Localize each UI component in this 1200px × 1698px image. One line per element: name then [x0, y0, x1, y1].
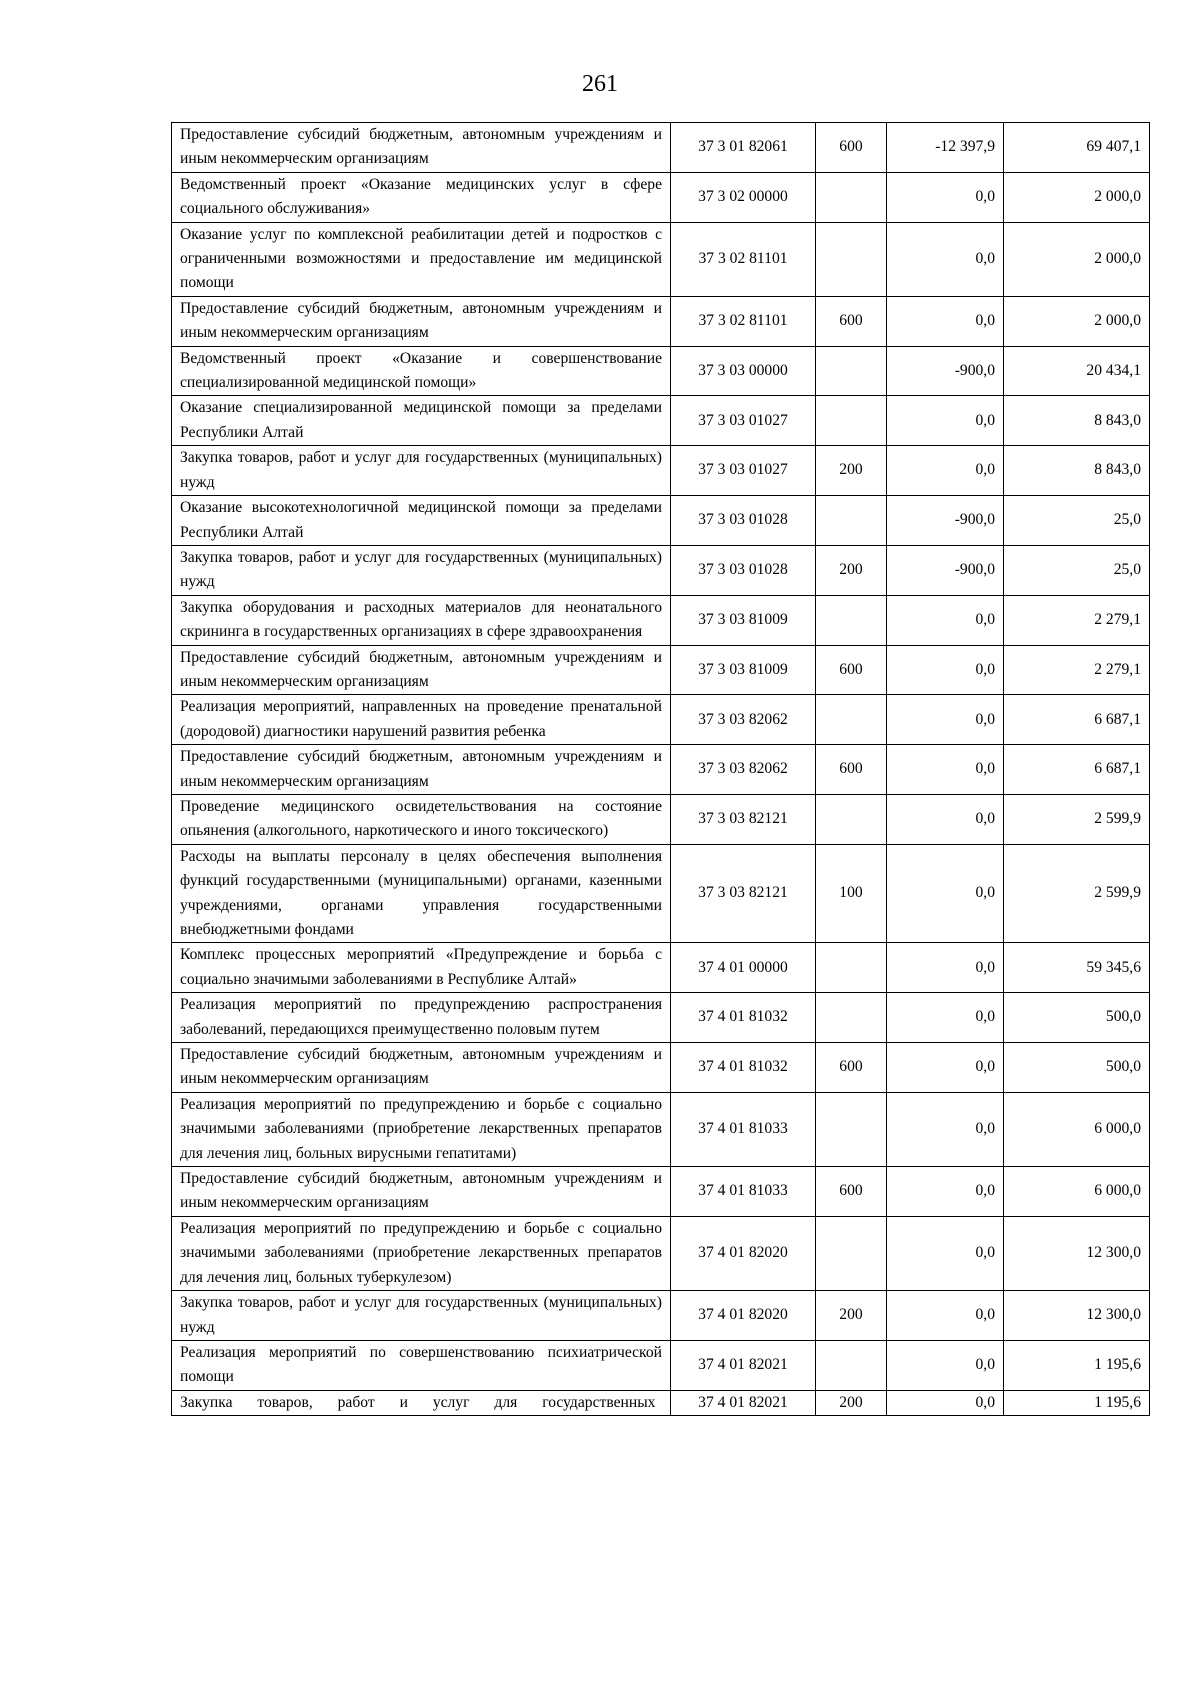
- budget-table-body: [172, 123, 1150, 1416]
- total-amount-cell: 2 000,0: [1004, 222, 1150, 296]
- table-row: [172, 172, 1150, 222]
- total-amount-cell: 8 843,0: [1004, 446, 1150, 496]
- change-amount-cell: 0,0: [887, 1092, 1004, 1166]
- expense-type-cell: 600: [816, 1043, 887, 1093]
- target-article-code-cell: 37 4 01 82021: [671, 1390, 816, 1415]
- expense-type-cell: 600: [816, 745, 887, 795]
- expense-type-cell: [816, 1216, 887, 1290]
- total-amount-cell: 6 000,0: [1004, 1092, 1150, 1166]
- change-amount-cell: 0,0: [887, 396, 1004, 446]
- change-amount-cell: 0,0: [887, 1167, 1004, 1217]
- expense-name-cell: Ведомственный проект «Оказание и совершенствование специализированной медицинской помощи»: [172, 346, 671, 396]
- target-article-code-cell: 37 3 03 01027: [671, 446, 816, 496]
- target-article-code-cell: 37 4 01 00000: [671, 943, 816, 993]
- target-article-code-cell: 37 3 03 00000: [671, 346, 816, 396]
- change-amount-cell: 0,0: [887, 1043, 1004, 1093]
- table-row: [172, 1340, 1150, 1390]
- total-amount-cell: 2 279,1: [1004, 645, 1150, 695]
- expense-name-cell: Реализация мероприятий по предупреждению распространения заболеваний, передающихся преимущественно половым путем: [172, 993, 671, 1043]
- expense-type-cell: [816, 496, 887, 546]
- change-amount-cell: 0,0: [887, 1390, 1004, 1415]
- expense-type-cell: [816, 396, 887, 446]
- target-article-code-cell: 37 4 01 81032: [671, 1043, 816, 1093]
- table-row: [172, 123, 1150, 173]
- target-article-code-cell: 37 3 03 82062: [671, 745, 816, 795]
- budget-table: [171, 122, 1150, 1416]
- expense-type-cell: [816, 993, 887, 1043]
- expense-name-cell: Предоставление субсидий бюджетным, автономным учреждениям и иным некоммерческим организациям: [172, 1167, 671, 1217]
- table-row: [172, 545, 1150, 595]
- expense-type-cell: [816, 172, 887, 222]
- expense-name-cell: Реализация мероприятий по предупреждению и борьбе с социально значимыми заболеваниями (приобретение лекарственных препаратов для лечения лиц, больных вирусными гепатитами): [172, 1092, 671, 1166]
- total-amount-cell: 12 300,0: [1004, 1216, 1150, 1290]
- table-row: [172, 794, 1150, 844]
- target-article-code-cell: 37 3 03 82062: [671, 695, 816, 745]
- expense-name-cell: Предоставление субсидий бюджетным, автономным учреждениям и иным некоммерческим организациям: [172, 123, 671, 173]
- change-amount-cell: 0,0: [887, 1291, 1004, 1341]
- change-amount-cell: -900,0: [887, 496, 1004, 546]
- target-article-code-cell: 37 3 02 81101: [671, 222, 816, 296]
- expense-name-cell: Оказание специализированной медицинской помощи за пределами Республики Алтай: [172, 396, 671, 446]
- expense-name-cell: Оказание услуг по комплексной реабилитации детей и подростков с ограниченными возможностями и предоставление им медицинской помощи: [172, 222, 671, 296]
- target-article-code-cell: 37 3 03 81009: [671, 645, 816, 695]
- total-amount-cell: 1 195,6: [1004, 1390, 1150, 1415]
- change-amount-cell: 0,0: [887, 943, 1004, 993]
- total-amount-cell: 2 599,9: [1004, 844, 1150, 943]
- table-row: [172, 1390, 1150, 1415]
- expense-type-cell: 600: [816, 123, 887, 173]
- expense-name-cell: Предоставление субсидий бюджетным, автономным учреждениям и иным некоммерческим организациям: [172, 296, 671, 346]
- expense-name-cell: Оказание высокотехнологичной медицинской помощи за пределами Республики Алтай: [172, 496, 671, 546]
- expense-type-cell: 200: [816, 446, 887, 496]
- table-row: [172, 1291, 1150, 1341]
- total-amount-cell: 59 345,6: [1004, 943, 1150, 993]
- change-amount-cell: 0,0: [887, 993, 1004, 1043]
- table-row: [172, 222, 1150, 296]
- expense-type-cell: 200: [816, 545, 887, 595]
- total-amount-cell: 500,0: [1004, 993, 1150, 1043]
- total-amount-cell: 69 407,1: [1004, 123, 1150, 173]
- change-amount-cell: 0,0: [887, 695, 1004, 745]
- page-number: 261: [582, 71, 618, 97]
- table-row: [172, 1043, 1150, 1093]
- target-article-code-cell: 37 3 03 82121: [671, 844, 816, 943]
- expense-name-cell: Предоставление субсидий бюджетным, автономным учреждениям и иным некоммерческим организациям: [172, 745, 671, 795]
- expense-name-cell: Реализация мероприятий, направленных на проведение пренатальной (дородовой) диагностики нарушений развития ребенка: [172, 695, 671, 745]
- change-amount-cell: 0,0: [887, 844, 1004, 943]
- expense-type-cell: 200: [816, 1390, 887, 1415]
- table-row: [172, 645, 1150, 695]
- expense-name-cell: Реализация мероприятий по совершенствованию психиатрической помощи: [172, 1340, 671, 1390]
- expense-type-cell: 600: [816, 1167, 887, 1217]
- target-article-code-cell: 37 3 02 00000: [671, 172, 816, 222]
- total-amount-cell: 1 195,6: [1004, 1340, 1150, 1390]
- change-amount-cell: -12 397,9: [887, 123, 1004, 173]
- expense-type-cell: 200: [816, 1291, 887, 1341]
- table-row: [172, 296, 1150, 346]
- table-row: [172, 844, 1150, 943]
- total-amount-cell: 2 599,9: [1004, 794, 1150, 844]
- expense-type-cell: [816, 346, 887, 396]
- expense-type-cell: 100: [816, 844, 887, 943]
- table-row: [172, 695, 1150, 745]
- expense-type-cell: [816, 794, 887, 844]
- table-row: [172, 496, 1150, 546]
- target-article-code-cell: 37 3 03 82121: [671, 794, 816, 844]
- expense-name-cell: Закупка товаров, работ и услуг для государственных (муниципальных) нужд: [172, 545, 671, 595]
- change-amount-cell: 0,0: [887, 446, 1004, 496]
- table-row: [172, 346, 1150, 396]
- total-amount-cell: 20 434,1: [1004, 346, 1150, 396]
- total-amount-cell: 25,0: [1004, 545, 1150, 595]
- expense-name-cell: Предоставление субсидий бюджетным, автономным учреждениям и иным некоммерческим организациям: [172, 645, 671, 695]
- expense-name-cell: Предоставление субсидий бюджетным, автономным учреждениям и иным некоммерческим организациям: [172, 1043, 671, 1093]
- change-amount-cell: 0,0: [887, 172, 1004, 222]
- table-row: [172, 993, 1150, 1043]
- total-amount-cell: 25,0: [1004, 496, 1150, 546]
- target-article-code-cell: 37 4 01 81033: [671, 1092, 816, 1166]
- expense-name-cell: Ведомственный проект «Оказание медицинских услуг в сфере социального обслуживания»: [172, 172, 671, 222]
- expense-name-cell: Комплекс процессных мероприятий «Предупреждение и борьба с социально значимыми заболеваниями в Республике Алтай»: [172, 943, 671, 993]
- target-article-code-cell: 37 3 03 01027: [671, 396, 816, 446]
- total-amount-cell: 2 279,1: [1004, 595, 1150, 645]
- expense-type-cell: [816, 222, 887, 296]
- table-row: [172, 1092, 1150, 1166]
- target-article-code-cell: 37 3 02 81101: [671, 296, 816, 346]
- change-amount-cell: 0,0: [887, 645, 1004, 695]
- total-amount-cell: 2 000,0: [1004, 172, 1150, 222]
- change-amount-cell: -900,0: [887, 346, 1004, 396]
- target-article-code-cell: 37 3 03 01028: [671, 496, 816, 546]
- expense-name-cell: Закупка оборудования и расходных материалов для неонатального скрининга в государственных организациях в сфере здравоохранения: [172, 595, 671, 645]
- expense-type-cell: 600: [816, 296, 887, 346]
- total-amount-cell: 6 687,1: [1004, 745, 1150, 795]
- change-amount-cell: -900,0: [887, 545, 1004, 595]
- expense-type-cell: [816, 695, 887, 745]
- expense-name-cell: Проведение медицинского освидетельствования на состояние опьянения (алкогольного, наркотического и иного токсического): [172, 794, 671, 844]
- expense-type-cell: [816, 1340, 887, 1390]
- target-article-code-cell: 37 4 01 82020: [671, 1216, 816, 1290]
- table-row: [172, 1216, 1150, 1290]
- total-amount-cell: 8 843,0: [1004, 396, 1150, 446]
- table-row: [172, 1167, 1150, 1217]
- change-amount-cell: 0,0: [887, 296, 1004, 346]
- table-row: [172, 595, 1150, 645]
- change-amount-cell: 0,0: [887, 745, 1004, 795]
- table-row: [172, 745, 1150, 795]
- expense-type-cell: [816, 943, 887, 993]
- target-article-code-cell: 37 4 01 81032: [671, 993, 816, 1043]
- expense-name-cell: Расходы на выплаты персоналу в целях обеспечения выполнения функций государственными (муниципальными) органами, казенными учреждениями, органами управления государственными внебюджетными фондами: [172, 844, 671, 943]
- expense-name-cell: Закупка товаров, работ и услуг для государственных: [172, 1390, 671, 1415]
- table-row: [172, 396, 1150, 446]
- total-amount-cell: 500,0: [1004, 1043, 1150, 1093]
- expense-name-cell: Закупка товаров, работ и услуг для государственных (муниципальных) нужд: [172, 1291, 671, 1341]
- change-amount-cell: 0,0: [887, 794, 1004, 844]
- change-amount-cell: 0,0: [887, 222, 1004, 296]
- target-article-code-cell: 37 3 03 81009: [671, 595, 816, 645]
- expense-type-cell: 600: [816, 645, 887, 695]
- total-amount-cell: 6 687,1: [1004, 695, 1150, 745]
- expense-type-cell: [816, 1092, 887, 1166]
- table-row: [172, 446, 1150, 496]
- target-article-code-cell: 37 4 01 81033: [671, 1167, 816, 1217]
- total-amount-cell: 2 000,0: [1004, 296, 1150, 346]
- table-row: [172, 943, 1150, 993]
- change-amount-cell: 0,0: [887, 1216, 1004, 1290]
- expense-type-cell: [816, 595, 887, 645]
- target-article-code-cell: 37 3 03 01028: [671, 545, 816, 595]
- change-amount-cell: 0,0: [887, 595, 1004, 645]
- target-article-code-cell: 37 3 01 82061: [671, 123, 816, 173]
- target-article-code-cell: 37 4 01 82021: [671, 1340, 816, 1390]
- change-amount-cell: 0,0: [887, 1340, 1004, 1390]
- total-amount-cell: 12 300,0: [1004, 1291, 1150, 1341]
- total-amount-cell: 6 000,0: [1004, 1167, 1150, 1217]
- expense-name-cell: Закупка товаров, работ и услуг для государственных (муниципальных) нужд: [172, 446, 671, 496]
- expense-name-cell: Реализация мероприятий по предупреждению и борьбе с социально значимыми заболеваниями (приобретение лекарственных препаратов для лечения лиц, больных туберкулезом): [172, 1216, 671, 1290]
- target-article-code-cell: 37 4 01 82020: [671, 1291, 816, 1341]
